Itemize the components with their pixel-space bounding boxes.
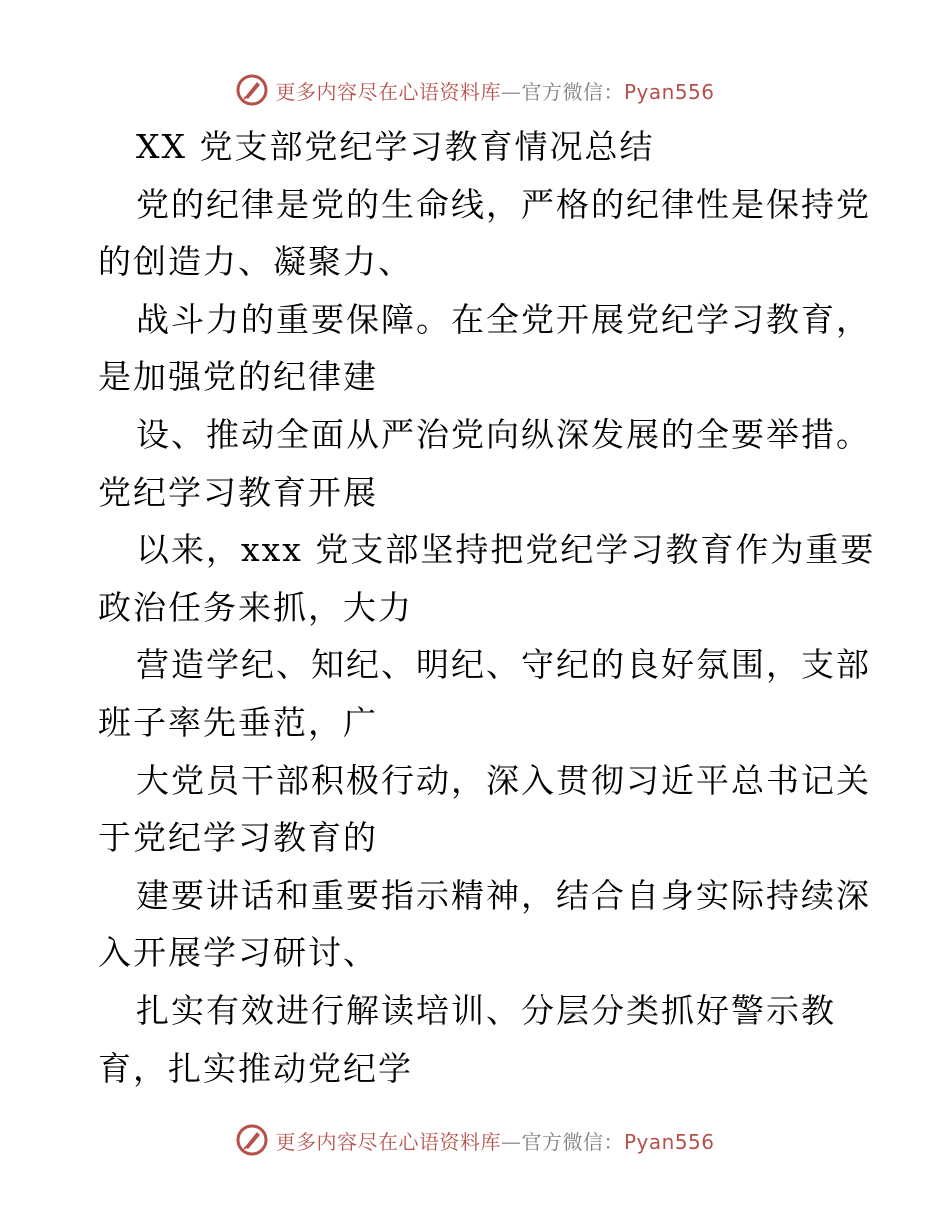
watermark-wechat-id: Pyan556 <box>623 79 715 104</box>
paragraph-line: 设、推动全面从严治党向纵深发展的全要举措。 <box>136 414 871 454</box>
paragraph-line: 党纪学习教育开展 <box>98 472 378 512</box>
brand-logo-icon <box>235 1123 269 1157</box>
header-watermark <box>0 70 950 110</box>
paragraph-line: 以来，xxx 党支部坚持把党纪学习教育作为重要 <box>136 530 876 570</box>
paragraph-line: 党的纪律是党的生命线，严格的纪律性是保持党 <box>136 184 871 224</box>
watermark-wechat-id: Pyan556 <box>623 1129 715 1154</box>
paragraph-line: 是加强党的纪律建 <box>98 357 378 397</box>
paragraph-line: 扎实有效进行解读培训、分层分类抓好警示教 <box>136 990 836 1030</box>
paragraph-line: 政治任务来抓，大力 <box>98 587 413 627</box>
paragraph-line: 班子率先垂范，广 <box>98 702 378 742</box>
paragraph-line: 育，扎实推动党纪学 <box>98 1048 413 1088</box>
watermark-wechat-label: 官方微信： <box>521 1129 624 1154</box>
paragraph-line: 战斗力的重要保障。在全党开展党纪学习教育， <box>136 299 871 339</box>
document-body <box>98 118 876 1097</box>
paragraph-line: 于党纪学习教育的 <box>98 818 378 858</box>
paragraph-line: 建要讲话和重要指示精神，结合自身实际持续深 <box>136 875 871 915</box>
watermark-text <box>275 1126 714 1155</box>
footer-watermark <box>0 1120 950 1160</box>
watermark-brand: 更多内容尽在心语资料库 <box>275 1129 501 1154</box>
paragraph-line: 的创造力、凝聚力、 <box>98 242 413 282</box>
document-title: XX 党支部党纪学习教育情况总结 <box>136 127 655 166</box>
watermark-separator: — <box>500 79 522 104</box>
brand-logo-icon <box>235 73 269 107</box>
watermark-wechat-label: 官方微信： <box>521 79 624 104</box>
watermark-brand: 更多内容尽在心语资料库 <box>275 79 501 104</box>
watermark-text <box>275 76 714 105</box>
paragraph-line: 大党员干部积极行动，深入贯彻习近平总书记关 <box>136 760 871 800</box>
watermark-separator: — <box>500 1129 522 1154</box>
paragraph-line: 入开展学习研讨、 <box>98 933 378 973</box>
paragraph-line: 营造学纪、知纪、明纪、守纪的良好氛围，支部 <box>136 645 871 685</box>
